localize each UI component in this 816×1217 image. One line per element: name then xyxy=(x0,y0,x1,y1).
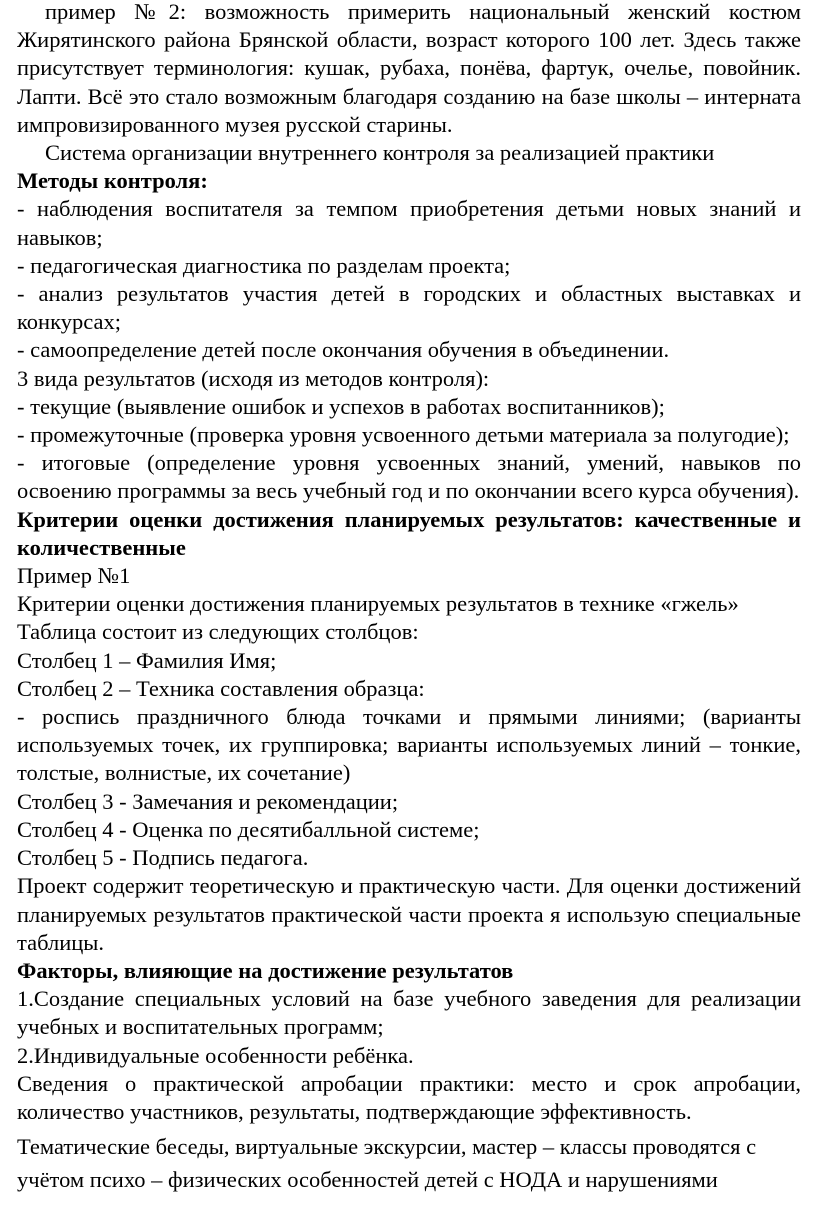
paragraph-control-system: Система организации внутреннего контроля за реализацией практики xyxy=(45,140,715,166)
list-item-final: - итоговые (определение уровня усвоенных знаний, умений, навыков по освоению программы за весь учебный год и по окончании всего курса обучения). xyxy=(17,450,801,504)
list-item-special-conditions: 1.Создание специальных условий на базе учебного заведения для реализации учебных и воспитательных программ; xyxy=(17,986,801,1040)
paragraph-result-types: 3 вида результатов (исходя из методов контроля): xyxy=(17,365,490,391)
list-item-current: - текущие (выявление ошибок и успехов в работах воспитанников); xyxy=(17,393,665,419)
paragraph-example-2: пример №2: возможность примерить национальный женский костюм Жирятинского района Брянской области, возраст которого 100 лет. Здесь также присутствует терминология: кушак, рубаха, понёва, фартук, очелье, повойник. Лапти. Всё это стало возможным благодаря созданию на базе школы – интерната импровизированного музея русской старины. xyxy=(17,0,801,137)
paragraph-thematic-talks: Тематические беседы, виртуальные экскурсии, мастер – классы проводятся с учётом психо – физических особенностей детей с НОДА и нарушениями xyxy=(17,1134,757,1193)
document-page xyxy=(17,0,801,1196)
paragraph-approbation: Сведения о практической апробации практики: место и срок апробации, количество участников, результаты, подтверждающие эффективность. xyxy=(17,1070,801,1124)
heading-control-methods: Методы контроля: xyxy=(17,168,208,194)
paragraph-column-5: Столбец 5 - Подпись педагога. xyxy=(17,845,309,871)
heading-factors: Факторы, влияющие на достижение результатов xyxy=(17,957,514,983)
list-item-observation: - наблюдения воспитателя за темпом приобретения детьми новых знаний и навыков; xyxy=(17,196,801,250)
paragraph-example-1: Пример №1 xyxy=(17,563,131,589)
list-item-diagnostics: - педагогическая диагностика по разделам проекта; xyxy=(17,252,511,278)
paragraph-table-intro: Таблица состоит из следующих столбцов: xyxy=(17,619,419,645)
heading-evaluation-criteria: Критерии оценки достижения планируемых результатов: качественные и количественные xyxy=(17,506,801,560)
paragraph-project-parts: Проект содержит теоретическую и практическую части. Для оценки достижений планируемых результатов практической части проекта я использую специальные таблицы. xyxy=(17,873,801,955)
paragraph-gzhel-criteria: Критерии оценки достижения планируемых результатов в технике «гжель» xyxy=(17,591,739,617)
paragraph-column-4: Столбец 4 - Оценка по десятибалльной системе; xyxy=(17,816,480,842)
paragraph-column-2: Столбец 2 – Техника составления образца: xyxy=(17,675,425,701)
paragraph-column-1: Столбец 1 – Фамилия Имя; xyxy=(17,647,277,673)
list-item-individual-features: 2.Индивидуальные особенности ребёнка. xyxy=(17,1042,414,1068)
list-item-self-determination: - самоопределение детей после окончания обучения в объединении. xyxy=(17,337,670,363)
list-item-analysis: - анализ результатов участия детей в городских и областных выставках и конкурсах; xyxy=(17,281,801,335)
list-item-painting: - роспись праздничного блюда точками и прямыми линиями; (варианты используемых точек, их группировка; варианты используемых линий – тонкие, толстые, волнистые, их сочетание) xyxy=(17,704,801,786)
paragraph-column-3: Столбец 3 - Замечания и рекомендации; xyxy=(17,788,399,814)
list-item-intermediate: - промежуточные (проверка уровня усвоенного детьми материала за полугодие); xyxy=(17,422,790,448)
